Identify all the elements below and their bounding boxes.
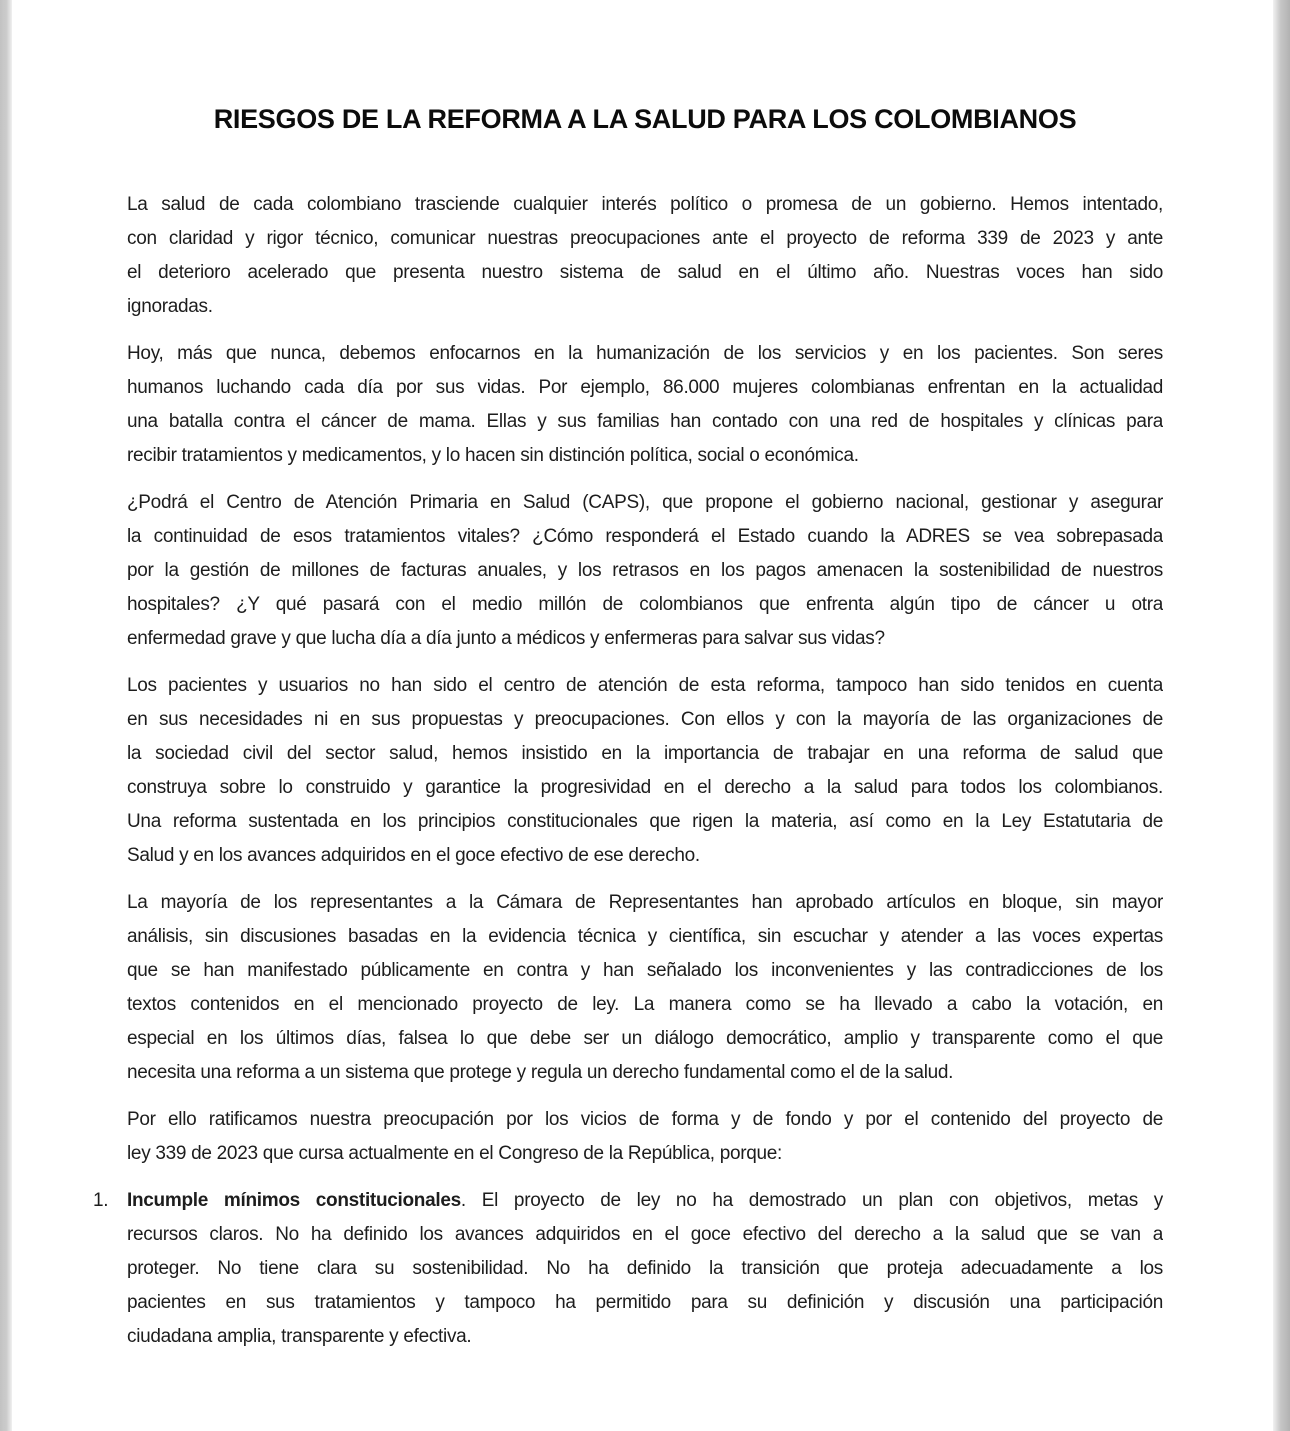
text-line: por la gestión de millones de facturas anuales, y los retrasos en los pagos amenacen la sostenibilidad de nuestros xyxy=(127,560,1163,581)
text-line: una batalla contra el cáncer de mama. Ellas y sus familias han contado con una red de hospitales y clínicas para xyxy=(127,411,1163,432)
page-edge-right xyxy=(1273,0,1290,1431)
text-line: Una reforma sustentada en los principios constitucionales que rigen la materia, así como en la Ley Estatutaria de xyxy=(127,811,1163,832)
text-line: hospitales? ¿Y qué pasará con el medio millón de colombianos que enfrenta algún tipo de cáncer u otra xyxy=(127,594,1163,615)
text-line: en sus necesidades ni en sus propuestas y preocupaciones. Con ellos y con la mayoría de las organizaciones de xyxy=(127,709,1163,730)
text-line: recibir tratamientos y medicamentos, y lo hacen sin distinción política, social o económica. xyxy=(127,445,859,466)
text-line: Salud y en los avances adquiridos en el goce efectivo de ese derecho. xyxy=(127,845,700,866)
text-line: con claridad y rigor técnico, comunicar nuestras preocupaciones ante el proyecto de reforma 339 de 2023 y ante xyxy=(127,228,1163,249)
text-line: Hoy, más que nunca, debemos enfocarnos en la humanización de los servicios y en los pacientes. Son seres xyxy=(127,343,1163,364)
text-line: la continuidad de esos tratamientos vitales? ¿Cómo responderá el Estado cuando la ADRES se vea sobrepasada xyxy=(127,526,1163,547)
list-item-number: 1. xyxy=(93,1190,109,1211)
text-line: proteger. No tiene clara su sostenibilidad. No ha definido la transición que proteja adecuadamente a los xyxy=(127,1258,1163,1279)
text-line xyxy=(127,1184,1163,1218)
list-item-bold-lead: Incumple mínimos constitucionales xyxy=(127,1190,461,1211)
text-line: ignoradas. xyxy=(127,296,213,317)
paragraph xyxy=(127,188,1163,324)
paragraph xyxy=(127,669,1163,873)
paragraph xyxy=(127,337,1163,473)
paragraph xyxy=(127,1103,1163,1171)
text-line: textos contenidos en el mencionado proyecto de ley. La manera como se ha llevado a cabo la votación, en xyxy=(127,994,1163,1015)
text-line: recursos claros. No ha definido los avances adquiridos en el goce efectivo del derecho a la salud que se van a xyxy=(127,1224,1163,1245)
text-line: Por ello ratificamos nuestra preocupación por los vicios de forma y de fondo y por el contenido del proyecto de xyxy=(127,1109,1163,1130)
list-item-lead-rest: . El proyecto de ley no ha demostrado un plan con objetivos, metas y xyxy=(460,1190,1163,1211)
text-line: análisis, sin discusiones basadas en la evidencia técnica y científica, sin escuchar y atender a las voces expertas xyxy=(127,926,1163,947)
text-line: pacientes en sus tratamientos y tampoco ha permitido para su definición y discusión una participación xyxy=(127,1292,1163,1313)
text-line: humanos luchando cada día por sus vidas. Por ejemplo, 86.000 mujeres colombianas enfrentan en la actualidad xyxy=(127,377,1163,398)
text-line: construya sobre lo construido y garantice la progresividad en el derecho a la salud para todos los colombianos. xyxy=(127,777,1163,798)
text-line: que se han manifestado públicamente en contra y han señalado los inconvenientes y las contradicciones de los xyxy=(127,960,1163,981)
document-title: RIESGOS DE LA REFORMA A LA SALUD PARA LOS COLOMBIANOS xyxy=(213,104,1077,134)
page-edge-left xyxy=(0,0,12,1431)
text-line: necesita una reforma a un sistema que protege y regula un derecho fundamental como el de la salud. xyxy=(127,1062,954,1083)
text-line: la sociedad civil del sector salud, hemos insistido en la importancia de trabajar en una reforma de salud que xyxy=(127,743,1163,764)
text-line: ¿Podrá el Centro de Atención Primaria en Salud (CAPS), que propone el gobierno nacional, gestionar y asegurar xyxy=(127,492,1163,513)
text-line: enfermedad grave y que lucha día a día junto a médicos y enfermeras para salvar sus vidas? xyxy=(127,628,885,649)
text-line: ciudadana amplia, transparente y efectiva. xyxy=(127,1326,472,1347)
text-line: ley 339 de 2023 que cursa actualmente en el Congreso de la República, porque: xyxy=(127,1143,783,1164)
text-line: Los pacientes y usuarios no han sido el centro de atención de esta reforma, tampoco han sido tenidos en cuenta xyxy=(127,675,1163,696)
text-line: el deterioro acelerado que presenta nuestro sistema de salud en el último año. Nuestras voces han sido xyxy=(127,262,1163,283)
numbered-list-item xyxy=(93,1184,1163,1354)
document-page xyxy=(93,0,1163,1354)
text-line: La mayoría de los representantes a la Cámara de Representantes han aprobado artículos en bloque, sin mayor xyxy=(127,892,1163,913)
text-line: especial en los últimos días, falsea lo que debe ser un diálogo democrático, amplio y transparente como el que xyxy=(127,1028,1163,1049)
text-line: La salud de cada colombiano trasciende cualquier interés político o promesa de un gobierno. Hemos intentado, xyxy=(127,194,1163,215)
paragraph xyxy=(127,886,1163,1090)
paragraph xyxy=(127,486,1163,656)
